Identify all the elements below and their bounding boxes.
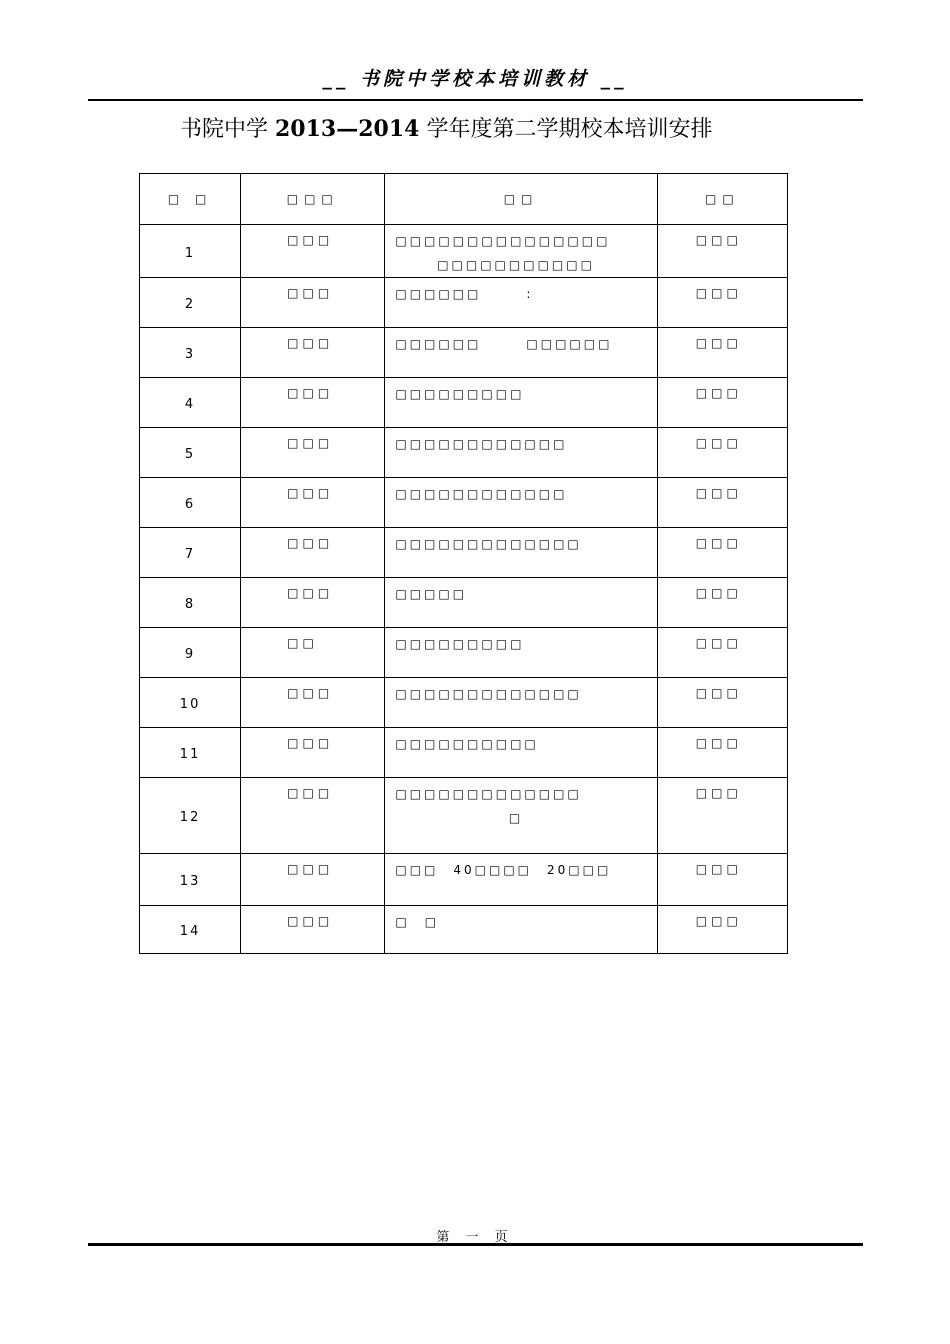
row-index-cell: 2 [140, 278, 241, 328]
row-teacher-cell: □□□ [241, 428, 385, 478]
table-row [140, 378, 788, 428]
row-index-cell: 1 [140, 225, 241, 278]
row-teacher-cell: □□ [241, 628, 385, 678]
row-time-cell: □□□ [657, 528, 787, 578]
row-index-cell: 9 [140, 628, 241, 678]
table-row [140, 528, 788, 578]
table-row [140, 478, 788, 528]
row-teacher-cell: □□□ [241, 728, 385, 778]
row-index-cell: 8 [140, 578, 241, 628]
row-time-cell: □□□ [657, 428, 787, 478]
row-index-cell: 14 [140, 906, 241, 954]
row-time-cell: □□□ [657, 578, 787, 628]
title-prefix: 书院中学 [180, 117, 275, 142]
row-time-cell: □□□ [657, 225, 787, 278]
table-row [140, 225, 788, 278]
header-index: □ □ [140, 174, 241, 225]
row-teacher-cell: □□□ [241, 478, 385, 528]
table-header-row [140, 174, 788, 225]
title-years: 2013—2014 [275, 116, 420, 142]
row-content-cell: □□□□□ [385, 578, 657, 628]
row-time-cell: □□□ [657, 854, 787, 906]
content-line: □□□□□□□□□□□ [437, 258, 595, 272]
row-content-cell: □□□□□□□□□□□□□ [385, 678, 657, 728]
table-body [140, 225, 788, 954]
table-row [140, 578, 788, 628]
row-index-cell: 7 [140, 528, 241, 578]
row-time-cell: □□□ [657, 478, 787, 528]
row-content-cell: □□□□□□□□□□ [385, 728, 657, 778]
training-schedule-table [139, 173, 788, 954]
row-teacher-cell: □□□ [241, 328, 385, 378]
table-row [140, 328, 788, 378]
row-content-cell [385, 778, 657, 854]
row-teacher-cell: □□□ [241, 854, 385, 906]
row-time-cell: □□□ [657, 378, 787, 428]
row-time-cell: □□□ [657, 628, 787, 678]
header-content: □□ [385, 174, 657, 225]
row-index-cell: 4 [140, 378, 241, 428]
row-time-cell: □□□ [657, 778, 787, 854]
row-teacher-cell: □□□ [241, 225, 385, 278]
document-title [180, 112, 712, 143]
row-teacher-cell: □□□ [241, 678, 385, 728]
page-footer: 第 一 页 [436, 1230, 514, 1245]
header-teacher: □□□ [241, 174, 385, 225]
row-teacher-cell: □□□ [241, 378, 385, 428]
content-line: □□□□□□□□□□□□□ [395, 787, 582, 801]
row-index-cell: 12 [140, 778, 241, 854]
table-row [140, 778, 788, 854]
row-content-cell: □□□□□□□□□ [385, 628, 657, 678]
row-content-cell: □□□□□□ : [385, 278, 657, 328]
row-time-cell: □□□ [657, 328, 787, 378]
table-row [140, 678, 788, 728]
row-content-cell: □ □ [385, 906, 657, 954]
row-content-cell: □□□□□□□□□□□□ [385, 428, 657, 478]
title-suffix: 学年度第二学期校本培训安排 [419, 117, 713, 142]
header-time: □□ [657, 174, 787, 225]
row-teacher-cell: □□□ [241, 278, 385, 328]
row-teacher-cell: □□□ [241, 578, 385, 628]
header-rule [88, 99, 863, 101]
row-index-cell: 13 [140, 854, 241, 906]
row-content-cell: □□□□□□□□□□□□ [385, 478, 657, 528]
row-content-cell: □□□□□□ □□□□□□ [385, 328, 657, 378]
row-time-cell: □□□ [657, 728, 787, 778]
footer-rule [88, 1243, 863, 1246]
row-index-cell: 6 [140, 478, 241, 528]
table-row [140, 628, 788, 678]
row-teacher-cell: □□□ [241, 778, 385, 854]
row-teacher-cell: □□□ [241, 906, 385, 954]
row-content-cell: □□□□□□□□□ [385, 378, 657, 428]
row-teacher-cell: □□□ [241, 528, 385, 578]
table-row [140, 906, 788, 954]
row-index-cell: 10 [140, 678, 241, 728]
table-row [140, 728, 788, 778]
row-content-cell [385, 225, 657, 278]
content-line: □□□□□□□□□□□□□□□ [395, 234, 611, 248]
table-row [140, 854, 788, 906]
row-content-cell: □□□ 40□□□□ 20□□□ [385, 854, 657, 906]
table-row [140, 428, 788, 478]
row-index-cell: 5 [140, 428, 241, 478]
page-header: __ 书院中学校本培训教材 __ [322, 68, 628, 90]
row-time-cell: □□□ [657, 678, 787, 728]
row-index-cell: 3 [140, 328, 241, 378]
row-index-cell: 11 [140, 728, 241, 778]
row-content-cell: □□□□□□□□□□□□□ [385, 528, 657, 578]
table-row [140, 278, 788, 328]
row-time-cell: □□□ [657, 906, 787, 954]
row-time-cell: □□□ [657, 278, 787, 328]
content-line: □ [508, 811, 524, 825]
